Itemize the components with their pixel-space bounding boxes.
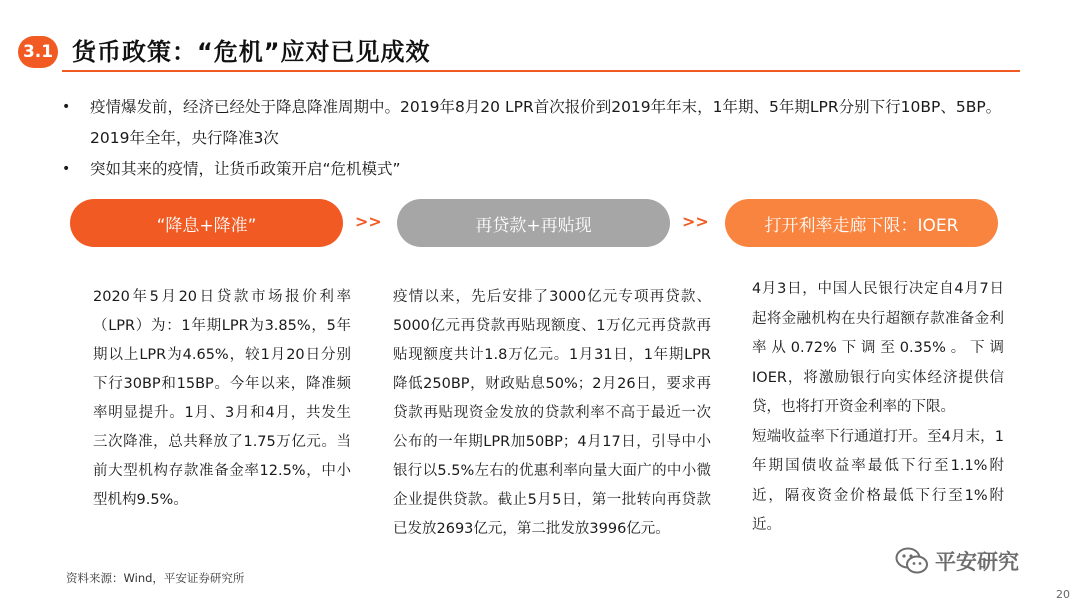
column-paragraph: 4月3日，中国人民银行决定自4月7日起将金融机构在央行超额存款准备金利率从0.72%下调至0.35%。下调IOER，将激励银行向实体经济提供信贷，也将打开资金利率的下限。 [752,281,1004,415]
column-relending [393,283,711,544]
column-paragraph: 短端收益率下行通道打开。至4月末，1年期国债收益率最低下行至1.1%附近，隔夜资金价格最低下行至1%附近。 [752,428,1004,533]
watermark [895,546,1019,576]
column-rate-cut [93,283,351,515]
column-paragraph: 疫情以来，先后安排了3000亿元专项再贷款、5000亿元再贷款再贴现额度、1万亿元再贷款再贴现额度共计1.8万亿元。1月31日，1年期LPR降低250BP，财政贴息50%；2月26日，要求再贷款再贴现资金发放的贷款利率不高于最近一次公布的一年期LPR加50BP；4月17日，引导中小银行以5.5%左右的优惠利率向量大面广的中小微企业提供贷款。截止5月5日，第一批转向再贷款已发放2693亿元，第二批发放3996亿元。 [393,289,711,537]
page-title: 货币政策：“危机”应对已见成效 [72,38,431,66]
flow-arrow: >> [682,212,709,231]
flow-step-label: 打开利率走廊下限：IOER [764,215,959,236]
flow-step-label: “降息+降准” [156,215,257,236]
bullet-item [60,92,1040,154]
section-number-badge: 3.1 [18,36,58,68]
title-divider [62,70,1020,72]
bullet-item [60,154,1040,185]
bullet-list [60,92,1040,185]
column-ioer [752,275,1004,541]
bullet-text: 疫情爆发前，经济已经处于降息降准周期中。2019年8月20 LPR首次报价到2019年年末，1年期、5年期LPR分别下行10BP、5BP。2019年全年，央行降准3次 [90,98,1002,147]
source-note: 资料来源：Wind，平安证券研究所 [66,571,245,585]
flow-step-rate-cut [70,199,343,247]
flow-step-label: 再贷款+再贴现 [475,215,592,236]
column-paragraph: 2020年5月20日贷款市场报价利率（LPR）为：1年期LPR为3.85%，5年期以上LPR为4.65%，较1月20日分别下行30BP和15BP。今年以来，降准频率明显提升。1月、3月和4月，共发生三次降准，总共释放了1.75万亿元。当前大型机构存款准备金率12.5%，中小型机构9.5%。 [93,289,351,508]
wechat-icon [895,547,929,575]
flow-arrow: >> [355,212,382,231]
page-number: 20 [1056,588,1070,601]
flow-step-relending [397,199,670,247]
bullet-dot-icon: • [62,99,71,115]
bullet-text: 突如其来的疫情，让货币政策开启“危机模式” [90,160,401,178]
watermark-text: 平安研究 [935,550,1019,574]
bullet-dot-icon: • [62,161,71,177]
flow-step-ioer [725,199,998,247]
